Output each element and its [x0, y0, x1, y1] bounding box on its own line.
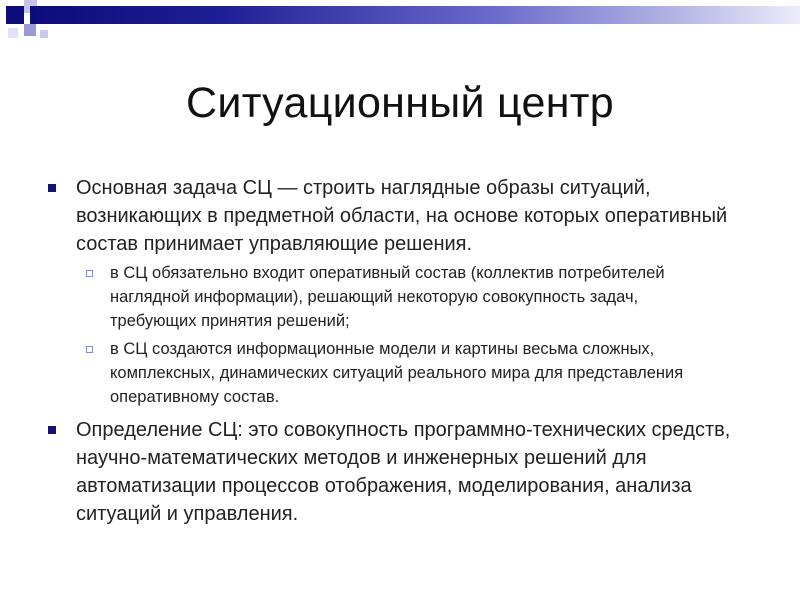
- bullet-square-icon: [48, 184, 56, 192]
- slide-title: Ситуационный центр: [186, 79, 614, 127]
- sub-bullet-square-icon: [86, 346, 93, 353]
- sub-bullet-item-staff: в СЦ обязательно входит оперативный состав (коллектив потребителей наглядной информации), решающий некоторую совокупность задач, требующих принятия решений;: [110, 264, 665, 330]
- sub-bullet-item-models: в СЦ создаются информационные модели и картины весьма сложных, комплексных, динамических ситуаций реального мира для представления оперативному состав.: [110, 340, 684, 406]
- bullet-item-definition: Определение СЦ: это совокупность программно-технических средств, научно-математических методов и инженерных решений для автоматизации процессов отображения, моделирования, анализа ситуаций и управления.: [76, 419, 731, 525]
- bullet-square-icon: [48, 426, 56, 434]
- decor-square-dark: [6, 6, 24, 24]
- decor-square-pale: [8, 28, 18, 38]
- decor-square-mid: [24, 24, 36, 36]
- bullet-item-main-task: Основная задача СЦ — строить наглядные образы ситуаций, возникающих в предметной области, на основе которых оперативный состав принимает управляющие решения.: [76, 177, 728, 255]
- sub-bullet-square-icon: [86, 270, 93, 277]
- header-gradient-bar: [30, 6, 800, 24]
- decor-square-pale: [40, 30, 48, 38]
